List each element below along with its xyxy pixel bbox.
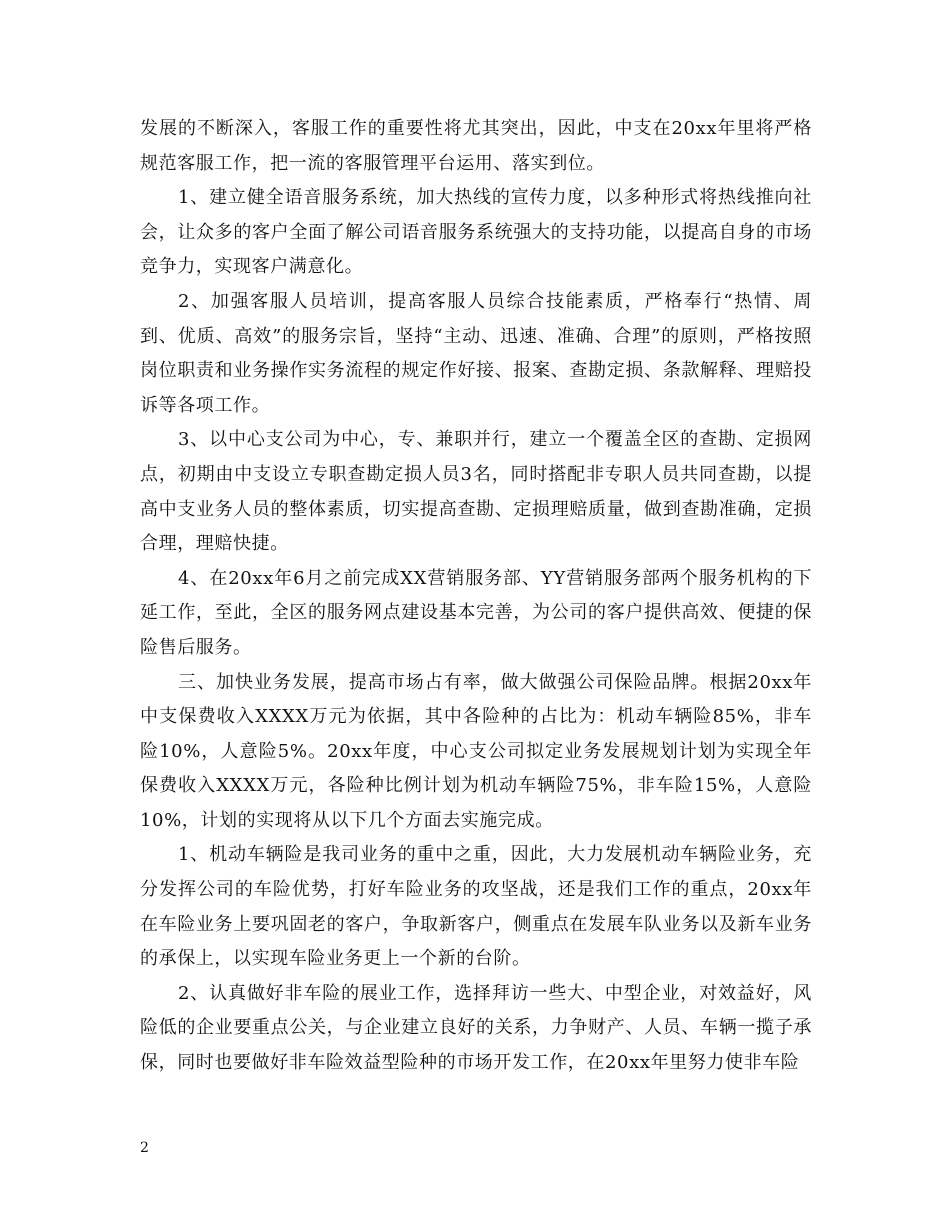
paragraph-motor-insurance: 1、机动车辆险是我司业务的重中之重，因此，大力发展机动车辆险业务，充分发挥公司的车险优势，打好车险业务的攻坚战，还是我们工作的重点，20xx年在车险业务上要巩固老的客户，争取新客户，侧重点在发展车队业务以及新车业务的承保上，以实现车险业务更上一个新的台阶。 [140,844,812,970]
paragraph-service-outlets: 4、在20xx年6月之前完成XX营销服务部、YY营销服务部两个服务机构的下延工作，至此，全区的服务网点建设基本完善，为公司的客户提供高效、便捷的保险售后服务。 [140,567,812,658]
paragraph-voice-service: 1、建立健全语音服务系统，加大热线的宣传力度，以多种形式将热线推向社会，让众多的客户全面了解公司语音服务系统强大的支持功能，以提高自身的市场竞争力，实现客户满意化。 [140,187,812,278]
paragraph-survey-network: 3、以中心支公司为中心，专、兼职并行，建立一个覆盖全区的查勘、定损网点，初期由中支设立专职查勘定损人员3名，同时搭配非专职人员共同查勘，以提高中支业务人员的整体素质，切实提高查勘、定损理赔质量，做到查勘准确，定损合理，理赔快捷。 [140,429,812,555]
paragraph-continuation: 发展的不断深入，客服工作的重要性将尤其突出，因此，中支在20xx年里将严格规范客服工作，把一流的客服管理平台运用、落实到位。 [140,118,812,174]
paragraph-non-motor-insurance: 2、认真做好非车险的展业工作，选择拜访一些大、中型企业，对效益好，风险低的企业要重点公关，与企业建立良好的关系，力争财产、人员、车辆一揽子承保，同时也要做好非车险效益型险种的市场开发工作，在20xx年里努力使非车险 [140,982,812,1074]
page-number: 2 [140,1140,149,1156]
paragraph-business-development: 三、加快业务发展，提高市场占有率，做大做强公司保险品牌。根据20xx年中支保费收入XXXX万元为依据，其中各险种的占比为：机动车辆险85%，非车险10%，人意险5%。20xx年度，中心支公司拟定业务发展规划计划为实现全年保费收入XXXX万元，各险种比例计划为机动车辆险75%，非车险15%，人意险10%，计划的实现将从以下几个方面去实施完成。 [140,671,812,831]
paragraph-staff-training: 2、加强客服人员培训，提高客服人员综合技能素质，严格奉行“热情、周到、优质、高效”的服务宗旨，坚持“主动、迅速、准确、合理”的原则，严格按照岗位职责和业务操作实务流程的规定作好接、报案、查勘定损、条款解释、理赔投诉等各项工作。 [140,290,812,416]
document-body [140,112,812,1081]
